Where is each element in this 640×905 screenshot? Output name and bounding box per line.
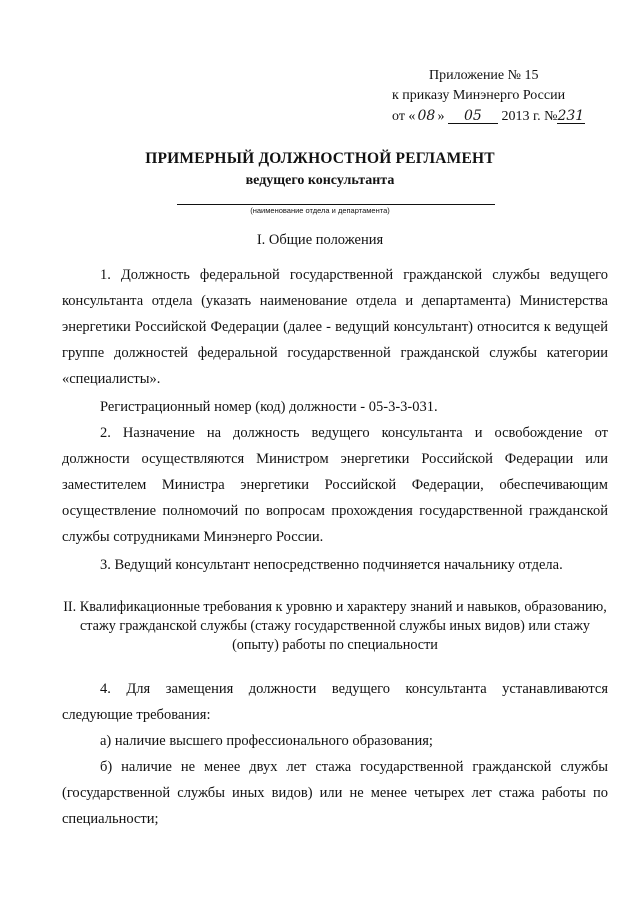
paragraph-a: а) наличие высшего профессионального образования; <box>100 733 433 749</box>
section-2-heading: II. Квалификационные требования к уровню и характеру знаний и навыков, образованию, стажу гражданской службы (стажу государственной службы иных видов) или стажу (опыту) работы по специальности <box>63 599 607 653</box>
paragraph-4: 4. Для замещения должности ведущего консультанта устанавливаются следующие требования: <box>62 681 608 723</box>
document-title: ПРИМЕРНЫЙ ДОЛЖНОСТНОЙ РЕГЛАМЕНТ <box>145 150 495 167</box>
date-prefix: от « <box>392 109 416 124</box>
date-mid: » <box>437 109 445 124</box>
paragraph-registration: Регистрационный номер (код) должности - 05-3-3-031. <box>100 399 438 415</box>
paragraph-b: б) наличие не менее двух лет стажа государственной гражданской службы (государственной службы иных видов) или не менее четырех лет стажа работы по специальности; <box>62 759 608 827</box>
paragraph-3: 3. Ведущий консультант непосредственно подчиняется начальнику отдела. <box>100 557 563 573</box>
department-fill-line <box>177 204 495 205</box>
appendix-number: Приложение № 15 <box>429 68 539 83</box>
handwritten-order-number: 231 <box>557 108 585 124</box>
document-subtitle: ведущего консультанта <box>245 173 395 188</box>
handwritten-day: 08 <box>417 108 436 124</box>
section-1-heading: I. Общие положения <box>256 232 384 248</box>
appendix-block <box>392 66 612 127</box>
handwritten-month: 05 <box>448 109 498 124</box>
paragraph-2: 2. Назначение на должность ведущего консультанта и освобождение от должности осуществляются Министром энергетики Российской Федерации или заместителем Министра энергетики Российской Федерации, обеспечивающим осуществление полномочий по вопросам прохождения государственной гражданской службы сотрудниками Минэнерго России. <box>62 425 608 545</box>
date-year: 2013 г. № <box>501 109 558 124</box>
paragraph-1: 1. Должность федеральной государственной гражданской службы ведущего консультанта отдела (указать наименование отдела и департамента) Министерства энергетики Российской Федерации (далее - ведущий консультант) относится к ведущей группе должностей федеральной государственной гражданской службы категории «специалисты». <box>62 267 608 387</box>
department-caption: (наименование отдела и департамента) <box>250 206 390 215</box>
appendix-order-ref: к приказу Минэнерго России <box>392 88 566 103</box>
appendix-date-line <box>392 106 612 127</box>
